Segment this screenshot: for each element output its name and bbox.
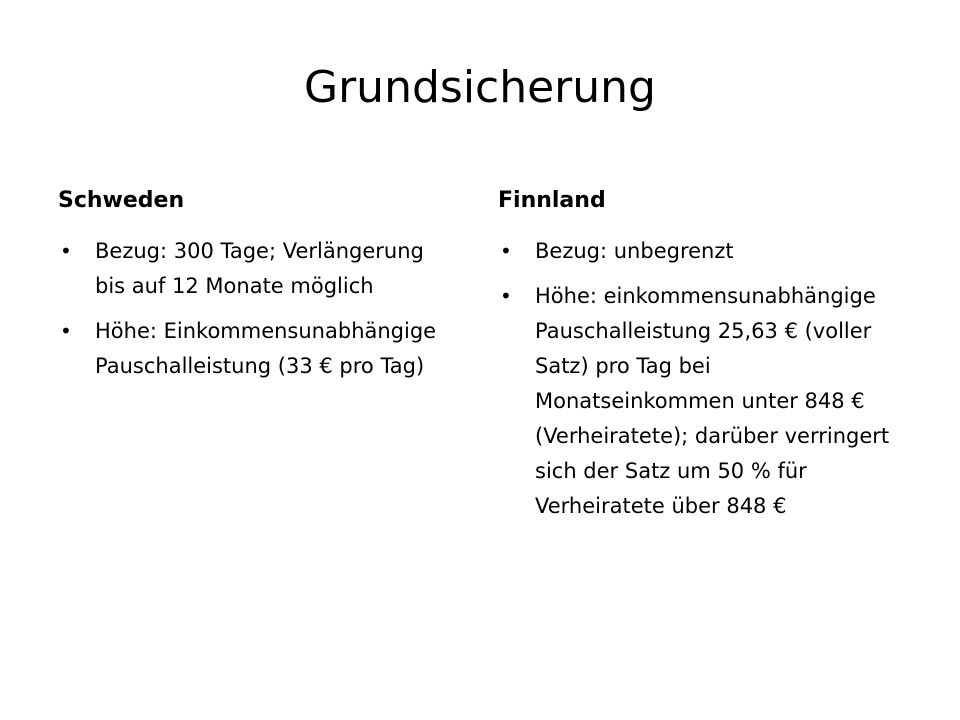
column-heading-finnland: Finnland xyxy=(498,188,606,213)
bullet-item xyxy=(498,279,898,524)
bullet-icon: • xyxy=(500,239,512,263)
bullet-item xyxy=(498,234,898,269)
bullet-list-finnland xyxy=(498,234,898,524)
bullet-text: Höhe: einkommensunabhängige Pauschalleistung 25,63 € (voller Satz) pro Tag bei Monatseinkommen unter 848 € (Verheiratete); darüber verringert sich der Satz um 50 % für Verheiratete über 848 € xyxy=(535,284,890,518)
column-heading-schweden: Schweden xyxy=(58,188,185,213)
bullet-text: Höhe: Einkommensunabhängige Pauschalleistung (33 € pro Tag) xyxy=(95,319,437,378)
bullet-icon: • xyxy=(60,239,72,263)
bullet-icon: • xyxy=(60,319,72,343)
bullet-item xyxy=(58,314,438,384)
bullet-icon: • xyxy=(500,284,512,308)
bullet-item xyxy=(58,234,438,304)
column-finnland xyxy=(498,186,898,534)
bullet-list-schweden xyxy=(58,234,438,384)
bullet-text: Bezug: 300 Tage; Verlängerung bis auf 12 Monate möglich xyxy=(95,239,424,298)
bullet-text: Bezug: unbegrenzt xyxy=(535,239,734,263)
column-schweden xyxy=(58,186,438,394)
slide-title: Grundsicherung xyxy=(304,62,656,113)
